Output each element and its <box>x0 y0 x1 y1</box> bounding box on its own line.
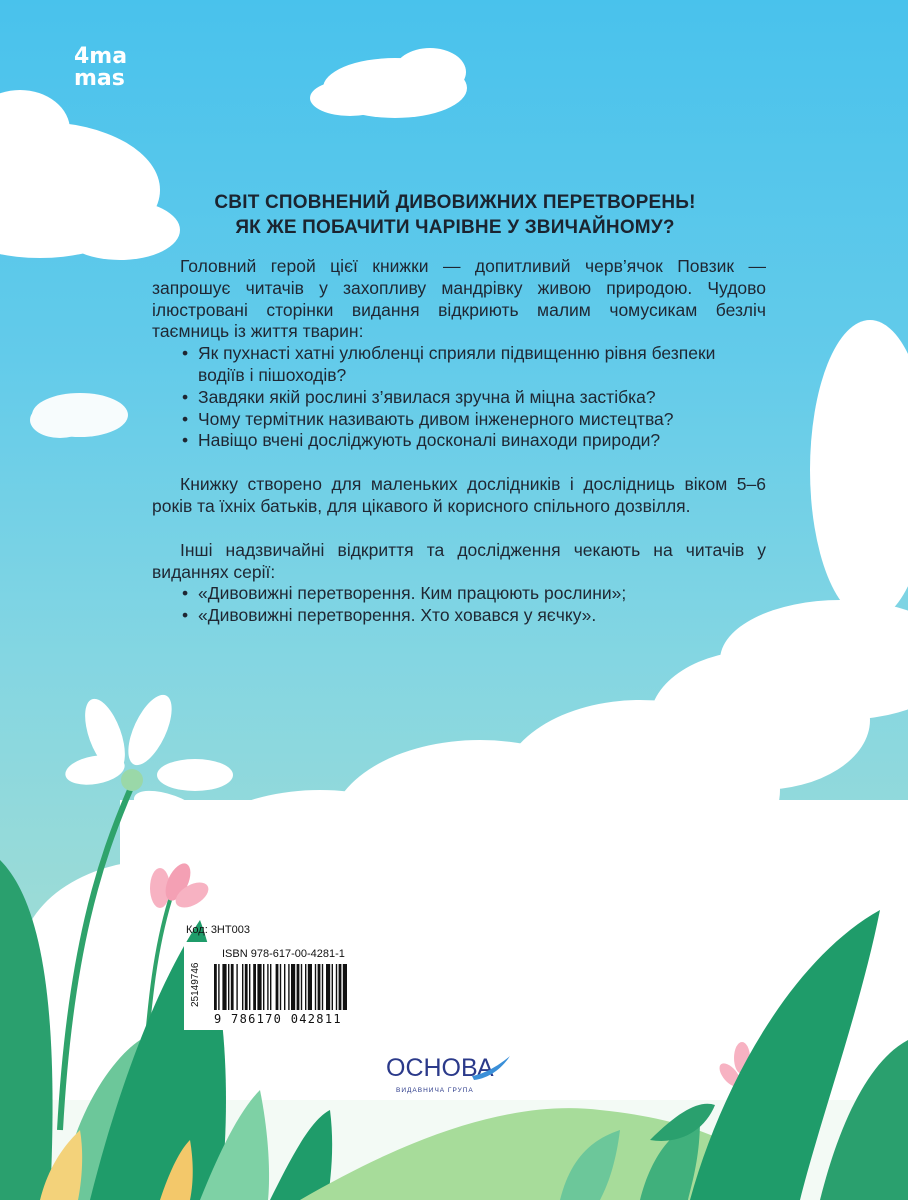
list-item: • «Дивовижні перетворення. Ким працюють рослини»; <box>182 583 766 605</box>
barcode-bar <box>308 964 312 1010</box>
barcode-bar <box>276 964 279 1010</box>
barcode-bar <box>218 964 219 1010</box>
headline-line1: СВІТ СПОВНЕНИЙ ДИВОВИЖНИХ ПЕРЕТВОРЕНЬ! <box>214 192 696 213</box>
barcode-bar <box>222 964 226 1010</box>
publisher-logo-4mamas <box>74 46 127 90</box>
barcode-bar <box>245 964 248 1010</box>
barcode <box>184 942 410 1030</box>
barcode-bar <box>263 964 264 1010</box>
barcode-bar <box>305 964 306 1010</box>
cloud-top-left <box>310 48 467 118</box>
osnova-logo <box>386 1054 516 1104</box>
barcode-bar <box>253 964 256 1010</box>
barcode-bar <box>231 964 234 1010</box>
list-item: • Як пухнасті хатні улюбленці сприяли підвищенню рівня безпеки водіїв і пішоходів? <box>182 343 766 387</box>
barcode-bar <box>315 964 316 1010</box>
barcode-bar <box>343 964 347 1010</box>
headline-line2: ЯК ЖЕ ПОБАЧИТИ ЧАРІВНЕ У ЗВИЧАЙНОМУ? <box>235 217 675 238</box>
logo-line2: mas <box>74 66 125 91</box>
barcode-bar <box>214 964 217 1010</box>
barcode-bar <box>257 964 261 1010</box>
questions-list <box>152 343 766 452</box>
barcode-bar <box>267 964 268 1010</box>
series-list <box>152 583 766 627</box>
barcode-bar <box>297 964 300 1010</box>
barcode-side-number: 25149746 <box>190 962 201 1008</box>
barcode-bar <box>280 964 281 1010</box>
barcode-bar <box>326 964 330 1010</box>
swoosh-icon <box>472 1054 512 1084</box>
isbn-label: ISBN 978-617-00-4281-1 <box>222 948 345 960</box>
description <box>152 256 766 627</box>
barcode-bar <box>318 964 321 1010</box>
barcode-bar <box>242 964 243 1010</box>
logo-line1: 4ma <box>74 44 128 69</box>
barcode-bar <box>291 964 295 1010</box>
audience-paragraph: Книжку створено для маленьких дослідників і дослідниць віком 5–6 років та їхніх батьків, для цікавого й корисного спільного дозвілля. <box>152 474 766 516</box>
osnova-name: ОСНОВА <box>386 1054 494 1082</box>
cloud-small-left <box>30 393 128 438</box>
list-item: • Чому термітник називають дивом інженерного мистецтва? <box>182 409 766 431</box>
barcode-bar <box>228 964 229 1010</box>
barcode-bars-icon <box>214 964 394 1012</box>
barcode-bar <box>301 964 302 1010</box>
headline <box>150 190 760 240</box>
intro-paragraph: Головний герой цієї книжки — допитливий черв’ячок Повзик — запрошує читачів у захопливу мандрівку живою природою. Чудово ілюстровані сторінки видання відкриють малим чомусикам безліч таємниць із життя тварин: <box>152 256 766 342</box>
barcode-bar <box>339 964 342 1010</box>
barcode-bar <box>236 964 237 1010</box>
list-item: • Навіщо вчені досліджують досконалі винаходи природи? <box>182 430 766 452</box>
barcode-bar <box>284 964 285 1010</box>
osnova-subtitle: ВИДАВНИЧА ГРУПА <box>396 1087 474 1094</box>
ean-number: 9 786170 042811 <box>214 1012 342 1026</box>
barcode-bar <box>332 964 333 1010</box>
barcode-bar <box>322 964 323 1010</box>
barcode-bar <box>249 964 250 1010</box>
barcode-bar <box>288 964 289 1010</box>
series-intro-paragraph: Інші надзвичайні відкриття та дослідження чекають на читачів у виданнях серії: <box>152 539 766 582</box>
product-code: Код: 3НТ003 <box>186 924 250 936</box>
barcode-bar <box>336 964 337 1010</box>
list-item: • Завдяки якій рослині з’явилася зручна й міцна застібка? <box>182 387 766 409</box>
list-item: • «Дивовижні перетворення. Хто ховався у яєчку». <box>182 605 766 627</box>
barcode-bar <box>270 964 271 1010</box>
